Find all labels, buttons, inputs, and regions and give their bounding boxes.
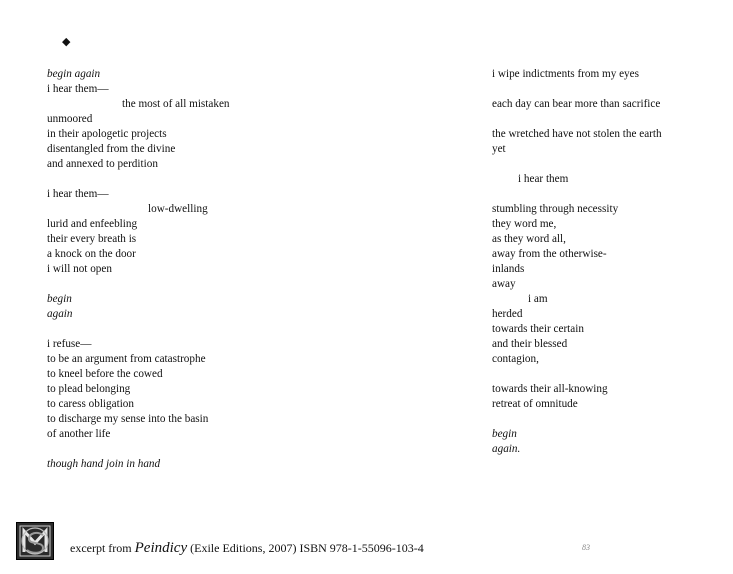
poem-line: and annexed to perdition xyxy=(47,158,158,170)
poem-line: each day can bear more than sacrifice xyxy=(492,98,661,110)
poem-line: towards their all-knowing xyxy=(492,383,608,395)
ornament-diamond-icon: ◆ xyxy=(62,36,71,48)
poem-line: i hear them xyxy=(518,173,569,185)
poem-line: i hear them— xyxy=(47,188,109,200)
poem-left-column xyxy=(47,67,307,472)
poem-line xyxy=(47,442,307,457)
poem-line xyxy=(47,277,307,292)
poem-line: lurid and enfeebling xyxy=(47,218,138,230)
poem-line xyxy=(47,172,307,187)
poem-line: the wretched have not stolen the earth xyxy=(492,128,662,140)
poem-line: to kneel before the cowed xyxy=(47,368,163,380)
poem-line: i wipe indictments from my eyes xyxy=(492,68,639,80)
poem-line: towards their certain xyxy=(492,323,584,335)
poem-line: as they word all, xyxy=(492,233,566,245)
poem-line: retreat of omnitude xyxy=(492,398,578,410)
poem-line: disentangled from the divine xyxy=(47,143,176,155)
isbn: ISBN 978-1-55096-103-4 xyxy=(299,541,424,555)
poem-line: i will not open xyxy=(47,263,112,275)
poem-line xyxy=(492,367,727,382)
poem-line: in their apologetic projects xyxy=(47,128,167,140)
poem-line: again. xyxy=(492,443,521,455)
poem-line: and their blessed xyxy=(492,338,568,350)
poem-line: herded xyxy=(492,308,523,320)
excerpt-prefix: excerpt from xyxy=(70,541,132,555)
poem-line: to be an argument from catastrophe xyxy=(47,353,206,365)
publisher-info: (Exile Editions, 2007) xyxy=(190,541,297,555)
poem-line: away from the otherwise- xyxy=(492,248,607,260)
poem-line xyxy=(492,187,727,202)
poem-line: begin xyxy=(492,428,517,440)
poem-line xyxy=(492,112,727,127)
poem-line xyxy=(492,412,727,427)
poem-line: begin xyxy=(47,293,72,305)
poem-line: the most of all mistaken xyxy=(122,98,230,110)
poem-line: again xyxy=(47,308,73,320)
poem-line: a knock on the door xyxy=(47,248,136,260)
poem-line: inlands xyxy=(492,263,525,275)
poem-line: begin again xyxy=(47,68,101,80)
publisher-logo-icon xyxy=(16,522,54,560)
poem-line: to plead belonging xyxy=(47,383,131,395)
poem-line: contagion, xyxy=(492,353,539,365)
poem-line: i am xyxy=(528,293,548,305)
poem-line: to discharge my sense into the basin xyxy=(47,413,209,425)
poem-line xyxy=(492,157,727,172)
poem-line xyxy=(47,322,307,337)
poem-line: stumbling through necessity xyxy=(492,203,619,215)
page-number: 83 xyxy=(582,543,590,552)
poem-line: their every breath is xyxy=(47,233,137,245)
excerpt-citation xyxy=(70,541,424,555)
poem-line: i refuse— xyxy=(47,338,92,350)
poem-line: they word me, xyxy=(492,218,557,230)
poem-line: of another life xyxy=(47,428,111,440)
poem-line: i hear them— xyxy=(47,83,109,95)
poem-line: away xyxy=(492,278,516,290)
poem-line: unmoored xyxy=(47,113,93,125)
poem-line xyxy=(492,82,727,97)
poem-line: though hand join in hand xyxy=(47,458,161,470)
book-title: Peindicy xyxy=(134,540,188,556)
poem-line: low-dwelling xyxy=(148,203,208,215)
poem-line: to caress obligation xyxy=(47,398,134,410)
poem-right-column xyxy=(492,67,727,457)
poem-line: yet xyxy=(492,143,506,155)
page-footer xyxy=(0,520,733,560)
